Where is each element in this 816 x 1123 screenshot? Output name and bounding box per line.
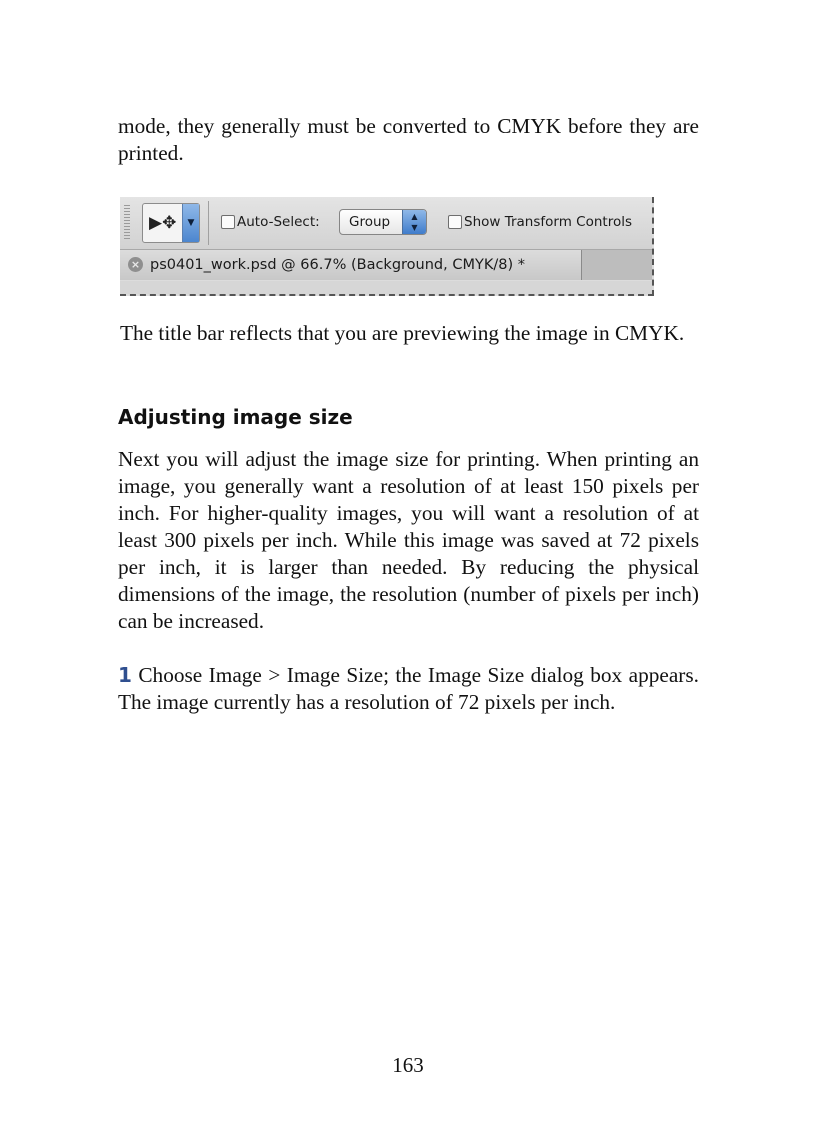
options-bar [120,197,652,250]
photoshop-screenshot [120,197,654,296]
document-tab[interactable] [120,250,582,280]
auto-select-label: Auto-Select: [237,214,320,230]
page-number: 163 [392,1053,424,1077]
body-paragraph: Next you will adjust the image size for printing. When printing an image, you generally want a resolution of at least 150 pixels per inch. For higher-quality images, you will want a resolution of at least 300 pixels per inch. While this image was saved at 72 pixels per inch, it is larger than needed. By reducing the physical dimensions of the image, the resolution (number of pixels per inch) can be increased. [118,447,699,633]
intro-paragraph: mode, they generally must be converted to CMYK before they are printed. [118,114,699,165]
figure-caption: The title bar reflects that you are previewing the image in CMYK. [120,321,685,345]
show-transform-controls-checkbox[interactable] [448,215,462,229]
tool-preset-picker[interactable] [142,203,200,243]
step-text: Choose Image > Image Size; the Image Size dialog box appears. The image currently has a resolution of 72 pixels per inch. [118,663,699,714]
move-tool-icon: ▶✥ [149,213,177,233]
close-icon[interactable]: × [128,257,143,272]
step-number: 1 [118,663,132,687]
show-transform-controls-label: Show Transform Controls [464,214,632,230]
auto-select-checkbox[interactable] [221,215,235,229]
canvas-edge [120,281,652,294]
step-paragraph [118,662,699,716]
auto-select-value: Group [349,214,391,230]
dropdown-stepper-icon: ▲ ▼ [402,210,426,234]
section-heading: Adjusting image size [118,405,353,429]
panel-grip[interactable] [124,205,130,241]
tool-preset-dropdown-icon[interactable]: ▼ [182,204,199,242]
toolbar-divider [208,201,209,245]
document-tab-title: ps0401_work.psd @ 66.7% (Background, CMYK/8) * [150,257,525,273]
document-tab-bar [120,250,652,280]
auto-select-dropdown[interactable] [339,209,427,235]
